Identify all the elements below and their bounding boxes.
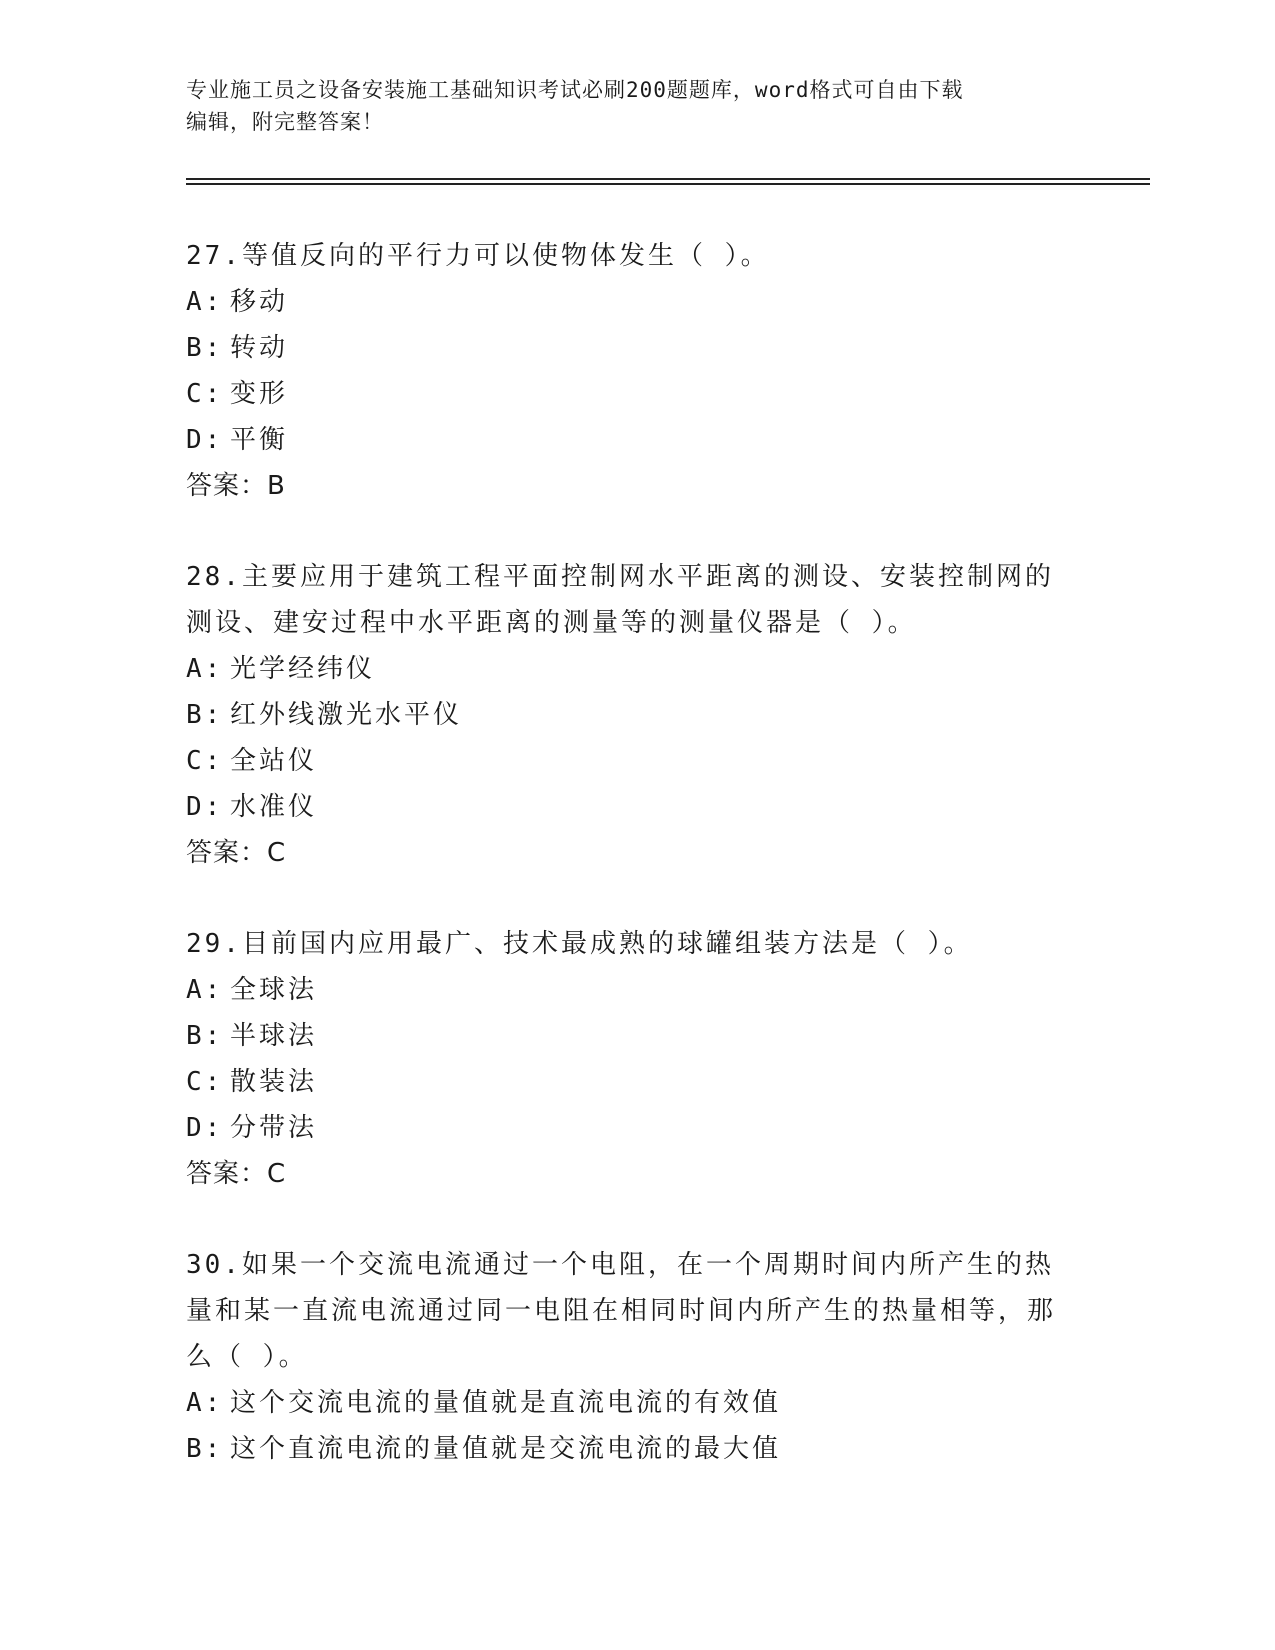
- option-text: 转动: [230, 333, 289, 363]
- option-text: 分带法: [230, 1113, 318, 1143]
- option-b: [186, 1013, 1076, 1059]
- option-text: 半球法: [230, 1021, 318, 1051]
- option-letter: D:: [186, 1113, 224, 1143]
- question-30: [186, 1242, 1076, 1472]
- option-b: [186, 692, 1076, 738]
- option-text: 红外线激光水平仪: [230, 700, 463, 730]
- option-c: [186, 738, 1076, 784]
- question-stem: 29.目前国内应用最广、技术最成熟的球罐组装方法是（ ）。: [186, 929, 973, 959]
- question-27: [186, 233, 1076, 509]
- option-letter: C:: [186, 379, 224, 409]
- question-28: [186, 554, 1076, 876]
- option-letter: B:: [186, 1434, 224, 1464]
- option-c: [186, 371, 1076, 417]
- option-d: [186, 1105, 1076, 1151]
- question-29: [186, 921, 1076, 1197]
- option-text: 全站仪: [230, 746, 318, 776]
- option-text: 移动: [230, 287, 289, 317]
- option-letter: A:: [186, 975, 224, 1005]
- header-title-line-1: 专业施工员之设备安装施工基础知识考试必刷200题题库，word格式可自由下载: [186, 78, 964, 102]
- option-text: 光学经纬仪: [230, 654, 376, 684]
- option-b: [186, 1426, 1076, 1472]
- option-letter: A:: [186, 287, 224, 317]
- option-a: [186, 279, 1076, 325]
- option-letter: B:: [186, 1021, 224, 1051]
- option-letter: C:: [186, 746, 224, 776]
- question-stem: 27.等值反向的平行力可以使物体发生（ ）。: [186, 241, 770, 271]
- option-d: [186, 784, 1076, 830]
- option-text: 这个交流电流的量值就是直流电流的有效值: [230, 1388, 782, 1418]
- document-header: [186, 74, 1066, 138]
- option-text: 变形: [230, 379, 289, 409]
- option-letter: D:: [186, 425, 224, 455]
- question-list: [186, 233, 1076, 1517]
- option-letter: C:: [186, 1067, 224, 1097]
- option-a: [186, 1380, 1076, 1426]
- question-stem: 30.如果一个交流电流通过一个电阻，在一个周期时间内所产生的热量和某一直流电流通过同一电阻在相同时间内所产生的热量相等，那么（ ）。: [186, 1250, 1057, 1372]
- option-text: 水准仪: [230, 792, 318, 822]
- option-b: [186, 325, 1076, 371]
- option-letter: A:: [186, 654, 224, 684]
- header-divider-bottom: [186, 183, 1150, 185]
- option-a: [186, 646, 1076, 692]
- answer-line: 答案：B: [186, 471, 286, 501]
- header-divider-top: [186, 178, 1150, 180]
- answer-line: 答案：C: [186, 838, 287, 868]
- option-a: [186, 967, 1076, 1013]
- option-text: 全球法: [230, 975, 318, 1005]
- option-letter: B:: [186, 700, 224, 730]
- option-letter: D:: [186, 792, 224, 822]
- answer-line: 答案：C: [186, 1159, 287, 1189]
- option-text: 平衡: [230, 425, 289, 455]
- option-d: [186, 417, 1076, 463]
- option-text: 这个直流电流的量值就是交流电流的最大值: [230, 1434, 782, 1464]
- option-letter: A:: [186, 1388, 224, 1418]
- option-text: 散装法: [230, 1067, 318, 1097]
- question-stem: 28.主要应用于建筑工程平面控制网水平距离的测设、安装控制网的测设、建安过程中水平距离的测量等的测量仪器是（ ）。: [186, 562, 1054, 638]
- option-letter: B:: [186, 333, 224, 363]
- header-title-line-2: 编辑，附完整答案！: [186, 110, 384, 134]
- option-c: [186, 1059, 1076, 1105]
